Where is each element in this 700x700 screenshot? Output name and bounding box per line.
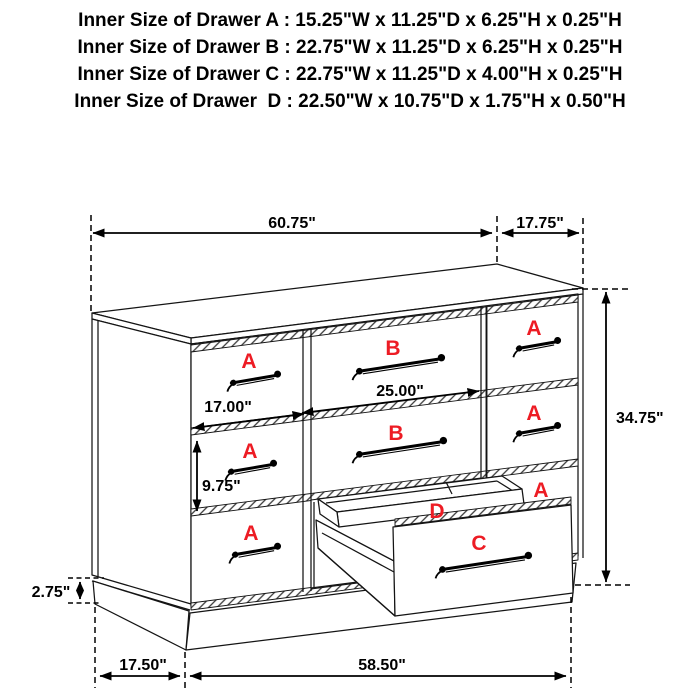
spec-line-drawer-b: Inner Size of Drawer B : 22.75"W x 11.25"D x 6.25"H x 0.25"H [77,37,623,58]
drawer-label-a-right-3: A [533,479,549,502]
dim-base-side-depth-label: 17.50" [119,657,167,674]
drawer-label-a-left-1: A [241,350,257,373]
dim-overall-height [572,289,664,585]
drawer-label-a-left-3: A [243,522,259,545]
dim-base-front-width-label: 58.50" [358,657,406,674]
drawer-label-b-2: B [388,422,404,445]
drawer-spec-header [0,7,700,115]
drawer-label-a-left-2: A [242,440,258,463]
dim-base-height-label: 2.75" [31,584,71,601]
spec-line-drawer-d: Inner Size of Drawer D : 22.50"W x 10.75"D x 1.75"H x 0.50"H [74,91,626,112]
drawer-label-a-right-1: A [526,317,542,340]
dresser-body [92,264,583,650]
drawer-label-d: D [429,500,445,523]
dresser-left-side-panel [92,319,191,650]
spec-line-drawer-c: Inner Size of Drawer C : 22.75"W x 11.25"D x 4.00"H x 0.25"H [77,64,623,85]
spec-line-drawer-a: Inner Size of Drawer A : 15.25"W x 11.25"D x 6.25"H x 0.25"H [78,10,622,31]
drawer-label-c: C [471,532,487,555]
dim-left-drawer-height-label: 9.75" [202,478,241,495]
dim-top-width-label: 60.75" [268,215,316,232]
drawer-label-a-right-2: A [526,402,542,425]
dim-overall-height-label: 34.75" [616,410,664,427]
dim-middle-drawer-width-label: 25.00" [376,383,424,400]
dim-top-depth-label: 17.75" [516,215,564,232]
dim-left-drawer-width-label: 17.00" [204,399,252,416]
drawer-label-b-1: B [385,337,401,360]
